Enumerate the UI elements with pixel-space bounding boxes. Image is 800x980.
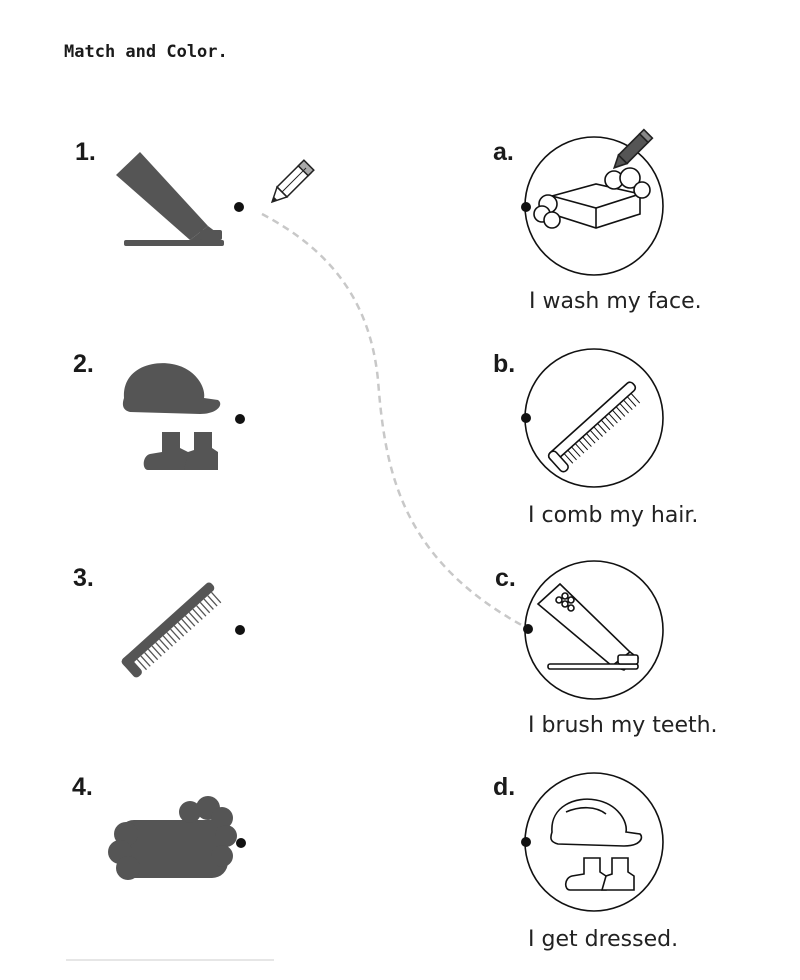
worksheet-title: Match and Color. [64,42,228,62]
caption-c: I brush my teeth. [528,713,718,738]
match-dot-2[interactable] [235,414,245,424]
item-letter-a: a. [493,138,514,166]
caption-b: I comb my hair. [528,503,699,528]
match-dot-c[interactable] [523,624,533,634]
match-dot-1[interactable] [234,202,244,212]
match-dot-4[interactable] [236,838,246,848]
cap-and-boots-outline-icon [551,799,642,890]
match-dot-3[interactable] [235,625,245,635]
match-dot-d[interactable] [521,837,531,847]
toothpaste-toothbrush-outline-icon [538,584,638,670]
item-number-4: 4. [72,773,93,801]
comb-outline-icon [547,381,646,474]
item-number-3: 3. [73,564,94,592]
soap-bubbles-silhouette-icon [108,796,237,880]
item-letter-c: c. [495,564,516,592]
match-dot-b[interactable] [521,413,531,423]
item-letter-d: d. [493,773,516,801]
crayon-icon [610,130,652,172]
match-dot-a[interactable] [521,202,531,212]
item-number-2: 2. [73,350,94,378]
comb-silhouette-icon [120,581,225,679]
caption-d: I get dressed. [528,927,679,952]
cap-and-boots-silhouette-icon [123,363,220,470]
item-letter-b: b. [493,350,516,378]
caption-a: I wash my face. [529,289,702,314]
example-match-line [262,214,527,628]
soap-bubbles-outline-icon [534,168,650,228]
toothpaste-toothbrush-silhouette-icon [116,152,224,246]
pencil-icon [267,160,314,207]
item-number-1: 1. [75,138,96,166]
